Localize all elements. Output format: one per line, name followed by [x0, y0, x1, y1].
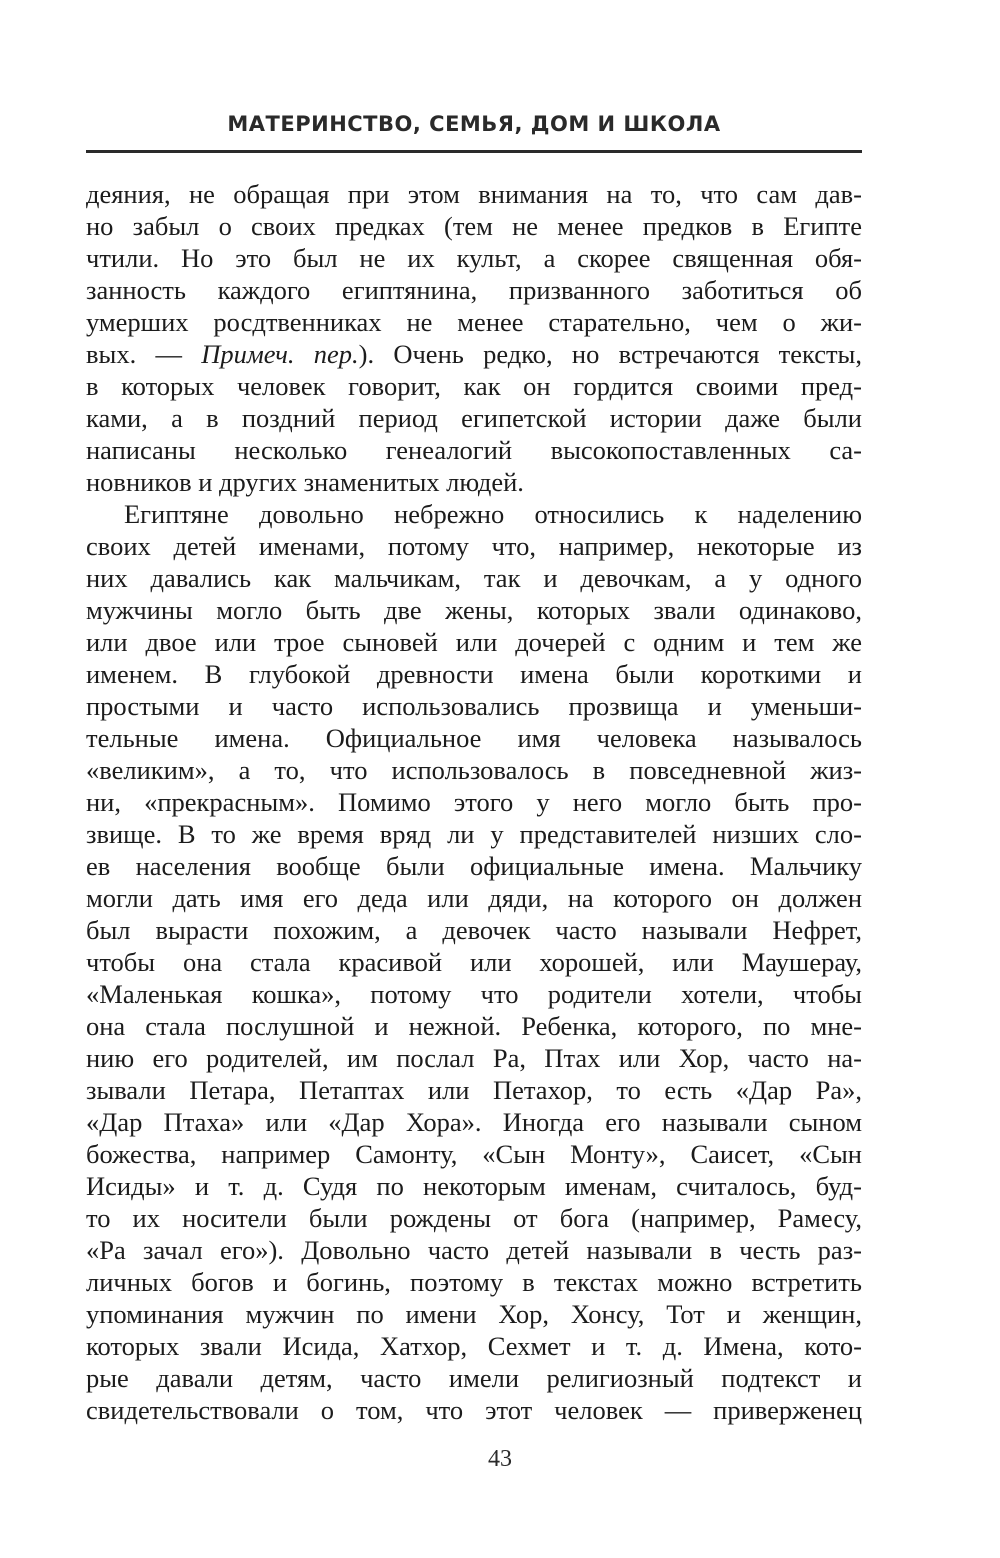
text-line: Египтяне довольно небрежно относились к наделению	[124, 499, 862, 529]
text-line: ками, а в поздний период египетской истории даже были	[86, 403, 862, 433]
text-line: них давались как мальчикам, так и девочкам, а у одного	[86, 563, 862, 593]
translator-note: Примеч. пер.	[201, 339, 359, 369]
text-line: «Маленькая кошка», потому что родители хотели, чтобы	[86, 979, 862, 1009]
text-line: нию его родителей, им послал Ра, Птах или Хор, часто на-	[86, 1043, 862, 1073]
text-line: простыми и часто использовались прозвища и уменьши-	[86, 691, 862, 721]
text-line: деяния, не обращая при этом внимания на то, что сам дав-	[86, 179, 862, 209]
page-number: 43	[488, 1446, 512, 1472]
text-line: то их носители были рождены от бога (например, Рамесу,	[86, 1203, 862, 1233]
text-line: которых звали Исида, Хатхор, Сехмет и т. д. Имена, кото-	[86, 1331, 862, 1361]
text-line: чтобы она стала красивой или хорошей, или Маушерау,	[86, 947, 862, 977]
text-line: или двое или трое сыновей или дочерей с одним и тем же	[86, 627, 862, 657]
text-line: «Ра зачал его»). Довольно часто детей называли в честь раз-	[86, 1235, 862, 1265]
text-line: ев населения вообще были официальные имена. Мальчику	[86, 851, 862, 881]
text-line: рые давали детям, часто имели религиозный подтекст и	[86, 1363, 862, 1393]
text-line: звище. В то же время вряд ли у представителей низших сло-	[86, 819, 862, 849]
text-line: своих детей именами, потому что, например, некоторые из	[86, 531, 862, 561]
text-line: занность каждого египтянина, призванного заботиться об	[86, 275, 862, 305]
text-line: именем. В глубокой древности имена были короткими и	[86, 659, 862, 689]
text-line: тельные имена. Официальное имя человека называлось	[86, 723, 862, 753]
text-line: ни, «прекрасным». Помимо этого у него могло быть про-	[86, 787, 862, 817]
paragraph-2	[86, 498, 862, 1426]
text-line	[86, 338, 862, 370]
text-line: «великим», а то, что использовалось в повседневной жиз-	[86, 755, 862, 785]
text-line: «Дар Птаха» или «Дар Хора». Иногда его называли сыном	[86, 1107, 862, 1137]
text-line: она стала послушной и нежной. Ребенка, которого, по мне-	[86, 1011, 862, 1041]
text-line: чтили. Но это был не их культ, а скорее священная обя-	[86, 243, 862, 273]
text-line: но забыл о своих предках (тем не менее предков в Египте	[86, 211, 862, 241]
text-line: Исиды» и т. д. Судя по некоторым именам, считалось, буд-	[86, 1171, 862, 1201]
text-line: свидетельствовали о том, что этот человек — приверженец	[86, 1395, 862, 1425]
text-line: в которых человек говорит, как он гордится своими пред-	[86, 371, 862, 401]
running-header: МАТЕРИНСТВО, СЕМЬЯ, ДОМ И ШКОЛА	[227, 112, 721, 136]
text-line: божества, например Самонту, «Сын Монту», Саисет, «Сын	[86, 1139, 862, 1169]
paragraph-1	[86, 178, 862, 498]
text-segment: ). Очень редко, но встречаются тексты,	[358, 339, 862, 369]
text-line: был вырасти похожим, а девочек часто называли Нефрет,	[86, 915, 862, 945]
text-line: написаны несколько генеалогий высокопоставленных са-	[86, 435, 862, 465]
text-line: личных богов и богинь, поэтому в текстах можно встретить	[86, 1267, 862, 1297]
text-line: умерших росдтвенниках не менее старательно, чем о жи-	[86, 307, 862, 337]
text-segment: вых. —	[86, 339, 202, 369]
text-line: мужчины могло быть две жены, которых звали одинаково,	[86, 595, 862, 625]
text-line: упоминания мужчин по имени Хор, Хонсу, Тот и женщин,	[86, 1299, 862, 1329]
body-text	[86, 178, 862, 1426]
text-line: новников и других знаменитых людей.	[86, 467, 524, 497]
text-line: зывали Петара, Петаптах или Петахор, то есть «Дар Ра»,	[86, 1075, 862, 1105]
text-line: могли дать имя его деда или дяди, на которого он должен	[86, 883, 862, 913]
header-rule	[86, 150, 862, 153]
